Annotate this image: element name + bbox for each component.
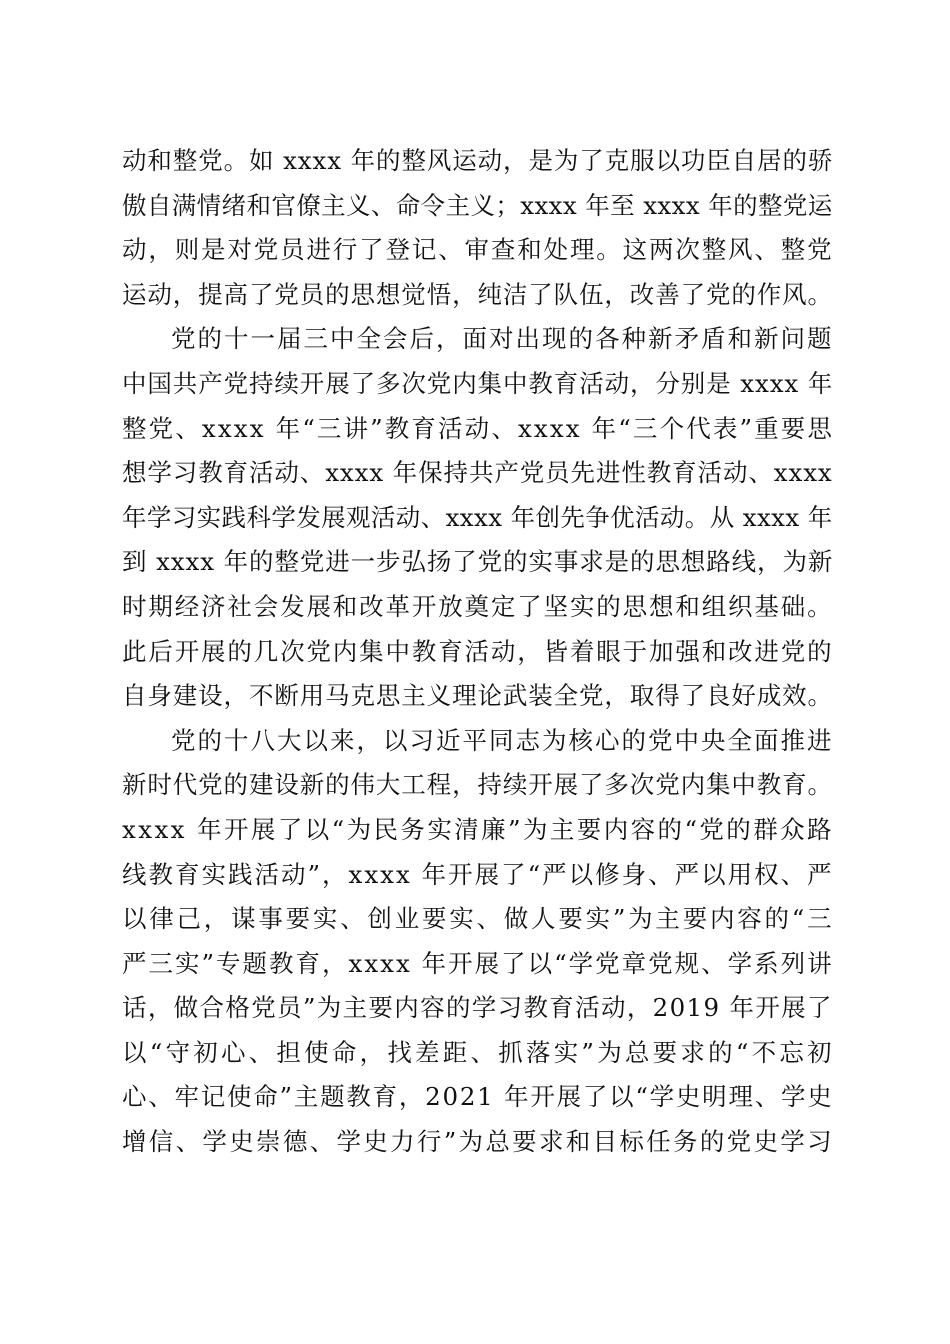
text-line: 中国共产党持续开展了多次党内集中教育活动，分别是 xxxx 年 [122, 368, 834, 398]
text-line: 严三实”专题教育，xxxx 年开展了以“学党章党规、学系列讲 [122, 948, 834, 978]
text-line: 增信、学史崇德、学史力行”为总要求和目标任务的党史学习 [122, 1127, 834, 1157]
text-line: 傲自满情绪和官僚主义、命令主义；xxxx 年至 xxxx 年的整党运 [122, 190, 833, 220]
text-line: 线教育实践活动”，xxxx 年开展了“严以修身、严以用权、严 [122, 859, 834, 889]
text-line: 时期经济社会发展和改革开放奠定了坚实的思想和组织基础。 [122, 591, 834, 621]
text-line: 动和整党。如 xxxx 年的整风运动，是为了克服以功臣自居的骄 [122, 146, 834, 175]
text-line: 新时代党的建设新的伟大工程，持续开展了多次党内集中教育。 [122, 770, 833, 800]
text-line: 心、牢记使命”主题教育，2021 年开展了以“学史明理、学史 [122, 1082, 834, 1112]
text-line: 动，则是对党员进行了登记、审查和处理。这两次整风、整党 [122, 235, 834, 265]
text-line: 以“守初心、担使命，找差距、抓落实”为总要求的“不忘初 [122, 1037, 835, 1067]
text-line: 年学习实践科学发展观活动、xxxx 年创先争优活动。从 xxxx 年 [122, 502, 833, 532]
text-line: 自身建设，不断用马克思主义理论武装全党，取得了良好成效。 [122, 681, 833, 711]
text-line: 整党、xxxx 年“三讲”教育活动、xxxx 年“三个代表”重要思 [122, 413, 835, 443]
text-line: 以律己，谋事要实、创业要实、做人要实”为主要内容的“三 [122, 904, 835, 934]
text-line: 想学习教育活动、xxxx 年保持共产党员先进性教育活动、xxxx [122, 458, 833, 488]
text-line: 到 xxxx 年的整党进一步弘扬了党的实事求是的思想路线，为新 [122, 547, 834, 577]
document-body [122, 139, 835, 1165]
paragraph-first-line: 党的十一届三中全会后，面对出现的各种新矛盾和新问题 [171, 324, 834, 354]
text-line: 运动，提高了党员的思想觉悟，纯洁了队伍，改善了党的作风。 [122, 279, 833, 309]
text-line: 话，做合格党员”为主要内容的学习教育活动，2019 年开展了 [122, 993, 833, 1023]
paragraph-first-line: 党的十八大以来，以习近平同志为核心的党中央全面推进 [171, 725, 834, 755]
text-line: 此后开展的几次党内集中教育活动，皆着眼于加强和改进党的 [122, 636, 834, 666]
text-line: xxxx 年开展了以“为民务实清廉”为主要内容的“党的群众路 [122, 814, 834, 844]
